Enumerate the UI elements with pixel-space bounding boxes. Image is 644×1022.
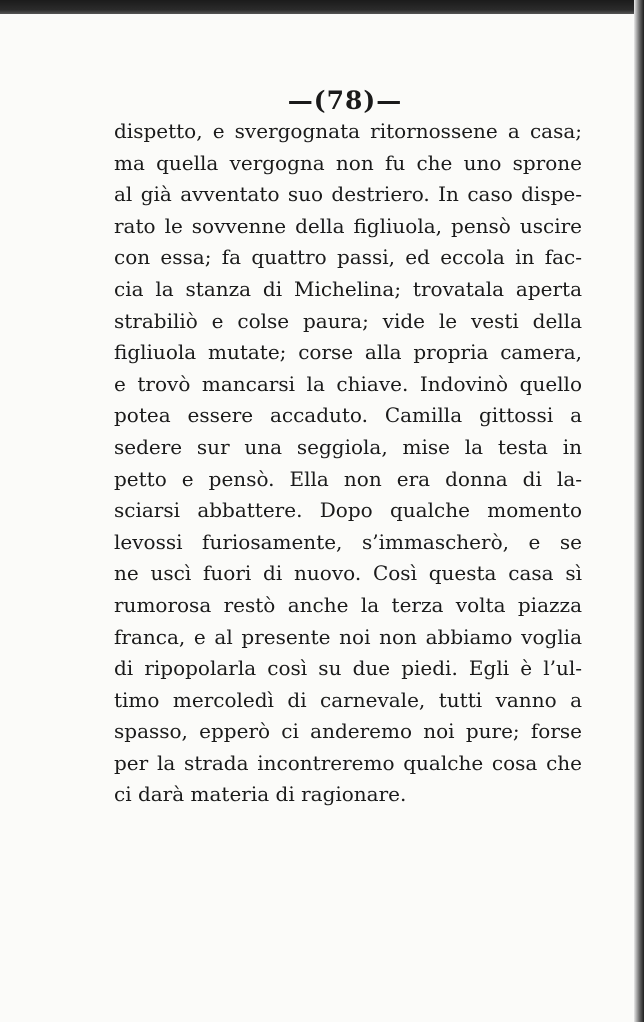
- text-line: strabiliò e colse paura; vide le vesti della: [114, 308, 582, 333]
- text-line: rato le sovvenne della figliuola, pensò uscire: [114, 213, 582, 238]
- text-line: ne uscì fuori di nuovo. Così questa casa sì: [114, 561, 582, 586]
- text-line: levossi furiosamente, s’immascherò, e se: [114, 529, 582, 554]
- text-line: al già avventato suo destriero. In caso dispe-: [114, 182, 582, 207]
- text-line: spasso, epperò ci anderemo noi pure; forse: [114, 719, 582, 744]
- text-line: figliuola mutate; corse alla propria camera,: [114, 340, 582, 365]
- text-line: petto e pensò. Ella non era donna di la-: [114, 466, 582, 491]
- text-line: dispetto, e svergognata ritornossene a casa;: [114, 119, 582, 143]
- text-line: di ripopolarla così su due piedi. Egli è l’ul-: [114, 656, 582, 681]
- page-number: —(78)—: [287, 86, 403, 115]
- text-line: timo mercoledì di carnevale, tutti vanno a: [114, 687, 582, 712]
- top-border: [0, 0, 644, 14]
- text-line: ci darà materia di ragionare.: [114, 782, 407, 807]
- text-line: sciarsi abbattere. Dopo qualche momento: [114, 498, 582, 523]
- text-line: sedere sur una seggiola, mise la testa in: [114, 434, 582, 459]
- text-line: cia la stanza di Michelina; trovatala aperta: [114, 276, 582, 301]
- text-line: potea essere accaduto. Camilla gittossi a: [114, 403, 582, 428]
- text-line: con essa; fa quattro passi, ed eccola in fac-: [114, 245, 582, 270]
- text-line: rumorosa restò anche la terza volta piazza: [114, 592, 582, 617]
- text-line: per la strada incontreremo qualche cosa che: [114, 750, 582, 775]
- text-line: e trovò mancarsi la chiave. Indovinò quello: [114, 371, 582, 396]
- text-line: franca, e al presente noi non abbiamo voglia: [114, 624, 582, 649]
- text-line: ma quella vergogna non fu che uno sprone: [114, 150, 582, 175]
- body-text: [114, 116, 582, 811]
- page-edge-shadow: [634, 0, 644, 1022]
